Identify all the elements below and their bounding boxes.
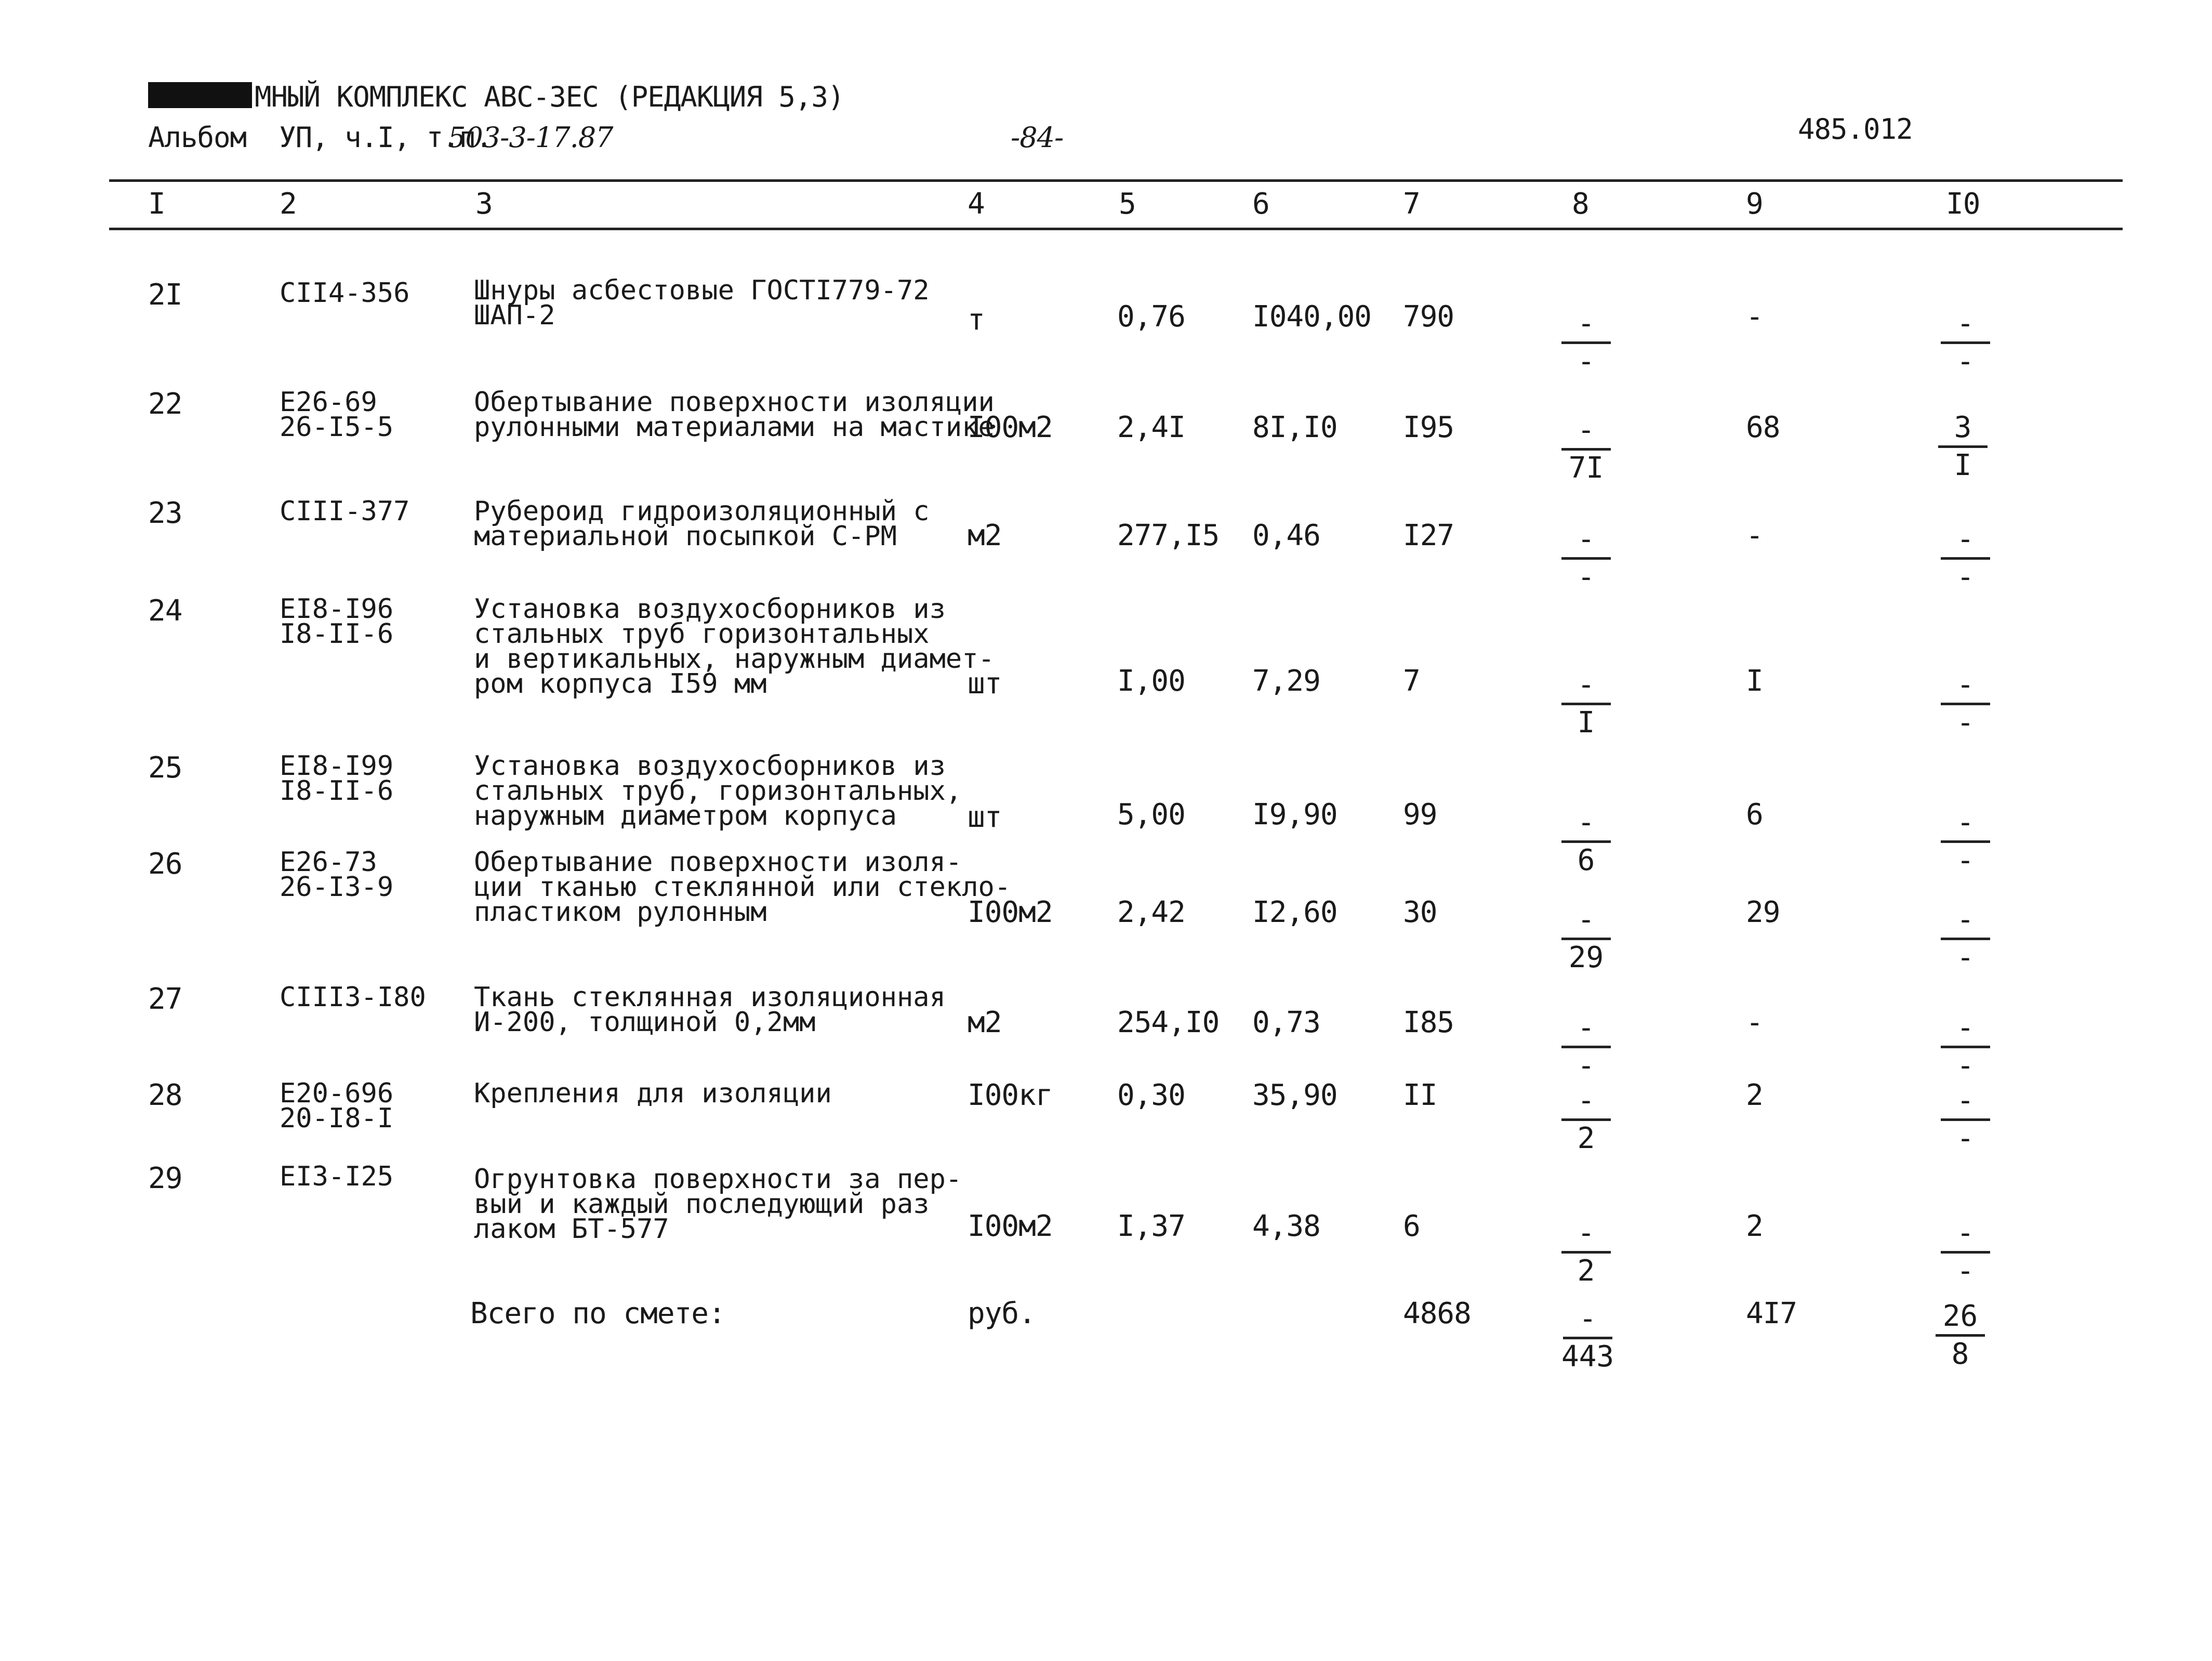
row-col10-fraction — [1941, 905, 1990, 972]
total-col10-fraction — [1936, 1299, 1985, 1371]
row-col8-fraction — [1561, 905, 1611, 972]
description-line: Рубероид гидроизоляционный с — [474, 496, 930, 527]
row-price: I2,60 — [1252, 895, 1337, 929]
fraction-bar — [1941, 341, 1990, 344]
column-header-10: I0 — [1946, 187, 1980, 221]
fraction-bar — [1941, 1118, 1990, 1121]
row-total: 6 — [1403, 1209, 1420, 1243]
description-line: ром корпуса I59 мм — [474, 668, 767, 700]
fraction-denominator: 2 — [1577, 1254, 1595, 1288]
fraction-numerator: - — [1956, 307, 1975, 340]
fraction-bar — [1561, 557, 1611, 560]
fraction-denominator: - — [1956, 560, 1975, 594]
column-header-7: 7 — [1403, 187, 1420, 221]
fraction-denominator: - — [1956, 1049, 1975, 1083]
column-header-4: 4 — [968, 187, 985, 221]
row-code — [280, 1078, 394, 1134]
column-header-5: 5 — [1119, 187, 1136, 221]
fraction-numerator: - — [1577, 1216, 1595, 1250]
fraction-bar — [1938, 445, 1988, 448]
fraction-numerator: - — [1956, 806, 1975, 839]
row-col9: 29 — [1746, 895, 1780, 929]
code-line: ЕI8-I96 — [280, 594, 394, 625]
fraction-denominator: 6 — [1577, 843, 1595, 877]
row-col10-fraction — [1941, 1086, 1990, 1153]
code-line: ЕI3-I25 — [280, 1161, 394, 1192]
row-price: 35,90 — [1252, 1078, 1337, 1112]
description-line: Ткань стеклянная изоляционная — [474, 982, 946, 1013]
description-line: вый и каждый последующий раз — [474, 1189, 930, 1220]
description-line: рулонными материалами на мастике — [474, 412, 995, 443]
row-code — [280, 847, 394, 903]
total-col8-fraction — [1561, 1304, 1614, 1372]
row-description — [474, 982, 946, 1038]
row-code — [280, 594, 394, 650]
description-line: лаком БТ-577 — [474, 1214, 669, 1245]
row-code — [280, 1161, 394, 1192]
row-quantity: 2,42 — [1117, 895, 1185, 929]
album-handwritten-number: 503-3-17.87 — [448, 121, 613, 154]
fraction-bar — [1561, 448, 1611, 451]
fraction-denominator: - — [1956, 1254, 1975, 1288]
row-col10-fraction — [1941, 668, 1990, 740]
description-line: стальных труб горизонтальных — [474, 618, 930, 650]
description-line: наружным диаметром корпуса — [474, 800, 897, 832]
row-total: 790 — [1403, 300, 1454, 334]
fraction-denominator: - — [1956, 941, 1975, 974]
fraction-denominator: - — [1956, 1122, 1975, 1155]
fraction-denominator: 2 — [1577, 1122, 1595, 1155]
row-col9: - — [1746, 1006, 1763, 1039]
fraction-bar — [1941, 1251, 1990, 1254]
row-col9: 2 — [1746, 1078, 1763, 1112]
row-description — [474, 387, 995, 443]
row-unit: I00м2 — [968, 411, 1053, 444]
fraction-bar — [1561, 1118, 1611, 1121]
row-number: 24 — [148, 594, 182, 628]
row-description — [474, 750, 962, 832]
row-description — [474, 594, 995, 700]
row-code — [280, 982, 426, 1013]
row-description — [474, 1078, 832, 1109]
row-description — [474, 275, 930, 331]
row-number: 27 — [148, 982, 182, 1016]
fraction-denominator: - — [1577, 1049, 1595, 1083]
total-col9: 4I7 — [1746, 1297, 1797, 1330]
fraction-numerator: - — [1577, 903, 1595, 937]
row-number: 2I — [148, 278, 182, 312]
fraction-numerator: - — [1956, 668, 1975, 702]
fraction-bar — [1561, 1251, 1611, 1254]
code-line: Е26-69 — [280, 387, 377, 418]
row-code — [280, 496, 410, 527]
fraction-bar — [1561, 938, 1611, 940]
fraction-bar — [1561, 1046, 1611, 1048]
fraction-numerator: - — [1577, 668, 1595, 702]
fraction-bar — [1561, 703, 1611, 705]
fraction-numerator: - — [1956, 1084, 1975, 1117]
page-number: -84- — [1011, 121, 1064, 154]
code-line: СIII-377 — [280, 496, 410, 527]
code-line: 26-I5-5 — [280, 412, 394, 443]
description-line: ции тканью стеклянной или стекло- — [474, 872, 1011, 903]
row-unit: м2 — [968, 519, 1002, 552]
fraction-numerator: - — [1956, 522, 1975, 556]
row-col8-fraction — [1561, 309, 1611, 376]
fraction-numerator: - — [1577, 307, 1595, 340]
row-total: I95 — [1403, 411, 1454, 444]
fraction-numerator: - — [1577, 806, 1595, 839]
row-total: 30 — [1403, 895, 1437, 929]
fraction-denominator: 8 — [1951, 1337, 1969, 1371]
description-line: Обертывание поверхности изоля- — [474, 847, 962, 878]
description-line: И-200, толщиной 0,2мм — [474, 1007, 816, 1038]
fraction-denominator: - — [1956, 345, 1975, 378]
fraction-bar — [1941, 840, 1990, 843]
description-line: Установка воздухосборников из — [474, 594, 946, 625]
total-label: Всего по смете: — [470, 1297, 725, 1330]
description-line: стальных труб, горизонтальных, — [474, 775, 962, 807]
row-price: 4,38 — [1252, 1209, 1320, 1243]
row-quantity: 0,76 — [1117, 300, 1185, 334]
fraction-bar — [1563, 1337, 1612, 1339]
fraction-numerator: - — [1577, 1084, 1595, 1117]
description-line: материальной посыпкой С-РМ — [474, 521, 897, 552]
row-price: 0,46 — [1252, 519, 1320, 552]
row-price: 0,73 — [1252, 1006, 1320, 1039]
row-col10-fraction — [1941, 808, 1990, 875]
row-col9: 68 — [1746, 411, 1780, 444]
fraction-bar — [1941, 703, 1990, 705]
row-description — [474, 847, 1011, 928]
program-title: МНЫЙ КОМПЛЕКС АВС-ЗЕС (РЕДАКЦИЯ 5,3) — [255, 81, 844, 113]
row-total: I85 — [1403, 1006, 1454, 1039]
code-line: СII4-356 — [280, 278, 410, 309]
fraction-bar — [1941, 1046, 1990, 1048]
row-col9: - — [1746, 300, 1763, 334]
row-code — [280, 278, 410, 309]
row-quantity: I,00 — [1117, 664, 1185, 698]
column-header-2: 2 — [280, 187, 297, 221]
code-line: 20-I8-I — [280, 1103, 394, 1134]
code-line: ЕI8-I99 — [280, 750, 394, 782]
total-sum: 4868 — [1403, 1297, 1471, 1330]
row-description — [474, 496, 930, 552]
header-rule-bottom — [109, 228, 2123, 230]
row-unit: м2 — [968, 1006, 1002, 1039]
description-line: Шнуры асбестовые ГОСТI779-72 — [474, 275, 930, 306]
row-code — [280, 387, 394, 443]
row-col8-fraction — [1561, 1216, 1611, 1288]
fraction-denominator: - — [1577, 560, 1595, 594]
fraction-denominator: - — [1577, 345, 1595, 378]
row-total: 99 — [1403, 798, 1437, 832]
redacted-block — [148, 82, 252, 108]
fraction-numerator: 3 — [1954, 411, 1972, 444]
row-col8-fraction — [1561, 413, 1611, 485]
row-number: 22 — [148, 387, 182, 421]
row-col8-fraction — [1561, 808, 1611, 875]
fraction-denominator: 443 — [1561, 1340, 1614, 1374]
row-col8-fraction — [1561, 1086, 1611, 1153]
description-line: Огрунтовка поверхности за пер- — [474, 1164, 962, 1195]
row-number: 29 — [148, 1162, 182, 1195]
row-col8-fraction — [1561, 1011, 1611, 1083]
column-header-9: 9 — [1746, 187, 1763, 221]
document-number: 485.012 — [1798, 113, 1913, 146]
fraction-bar — [1561, 840, 1611, 843]
column-header-1: I — [148, 187, 165, 221]
fraction-denominator: - — [1956, 843, 1975, 877]
row-number: 23 — [148, 496, 182, 530]
row-col9: 6 — [1746, 798, 1763, 832]
code-line: I8-II-6 — [280, 618, 394, 650]
fraction-numerator: - — [1579, 1302, 1597, 1336]
row-quantity: 254,I0 — [1117, 1006, 1220, 1039]
header-rule-top — [109, 179, 2123, 182]
fraction-numerator: 26 — [1942, 1299, 1978, 1333]
column-header-3: 3 — [475, 187, 493, 221]
fraction-numerator: - — [1577, 1011, 1595, 1045]
code-line: Е26-73 — [280, 847, 377, 878]
description-line: ШАП-2 — [474, 300, 555, 331]
fraction-numerator: - — [1956, 903, 1975, 937]
row-col9: I — [1746, 664, 1763, 698]
row-col9: - — [1746, 519, 1763, 552]
row-col8-fraction — [1561, 522, 1611, 594]
row-code — [280, 750, 394, 807]
row-col8-fraction — [1561, 668, 1611, 740]
code-line: СIII3-I80 — [280, 982, 426, 1013]
description-line: Крепления для изоляции — [474, 1078, 832, 1109]
total-unit: руб. — [968, 1297, 1036, 1330]
fraction-numerator: - — [1577, 413, 1595, 447]
row-total: I27 — [1403, 519, 1454, 552]
row-col9: 2 — [1746, 1209, 1763, 1243]
fraction-numerator: - — [1956, 1216, 1975, 1250]
fraction-bar — [1561, 341, 1611, 344]
row-unit: т — [968, 303, 985, 337]
row-price: I040,00 — [1252, 300, 1372, 334]
row-quantity: I,37 — [1117, 1209, 1185, 1243]
row-col10-fraction — [1941, 1011, 1990, 1083]
row-price: 7,29 — [1252, 664, 1320, 698]
row-col10-fraction — [1941, 522, 1990, 594]
code-line: Е20-696 — [280, 1078, 394, 1109]
row-quantity: 277,I5 — [1117, 519, 1220, 552]
column-header-8: 8 — [1572, 187, 1589, 221]
row-number: 25 — [148, 751, 182, 785]
fraction-denominator: I — [1577, 706, 1595, 740]
row-total: II — [1403, 1078, 1437, 1112]
row-quantity: 0,30 — [1117, 1078, 1185, 1112]
fraction-denominator: - — [1956, 706, 1975, 740]
row-quantity: 5,00 — [1117, 798, 1185, 832]
row-unit: I00м2 — [968, 1209, 1053, 1243]
row-unit: I00м2 — [968, 895, 1053, 929]
fraction-bar — [1941, 938, 1990, 940]
row-total: 7 — [1403, 664, 1420, 698]
album-reference: Альбом УП, ч.I, т.п. — [148, 121, 492, 154]
fraction-numerator: - — [1956, 1011, 1975, 1045]
fraction-denominator: 7I — [1568, 451, 1604, 485]
code-line: 26-I3-9 — [280, 872, 394, 903]
row-col10-fraction — [1941, 309, 1990, 376]
row-number: 26 — [148, 847, 182, 881]
row-unit: I00кг — [968, 1078, 1053, 1112]
fraction-bar — [1936, 1334, 1985, 1337]
fraction-denominator: 29 — [1568, 941, 1604, 974]
row-unit: шт — [968, 667, 1002, 701]
row-description — [474, 1164, 962, 1245]
row-price: I9,90 — [1252, 798, 1337, 832]
row-col10-fraction — [1938, 413, 1988, 480]
description-line: и вертикальных, наружным диамет- — [474, 643, 995, 675]
row-number: 28 — [148, 1078, 182, 1112]
row-quantity: 2,4I — [1117, 411, 1185, 444]
description-line: пластиком рулонным — [474, 897, 767, 928]
row-price: 8I,I0 — [1252, 411, 1337, 444]
fraction-denominator: I — [1954, 449, 1972, 482]
fraction-bar — [1941, 557, 1990, 560]
description-line: Обертывание поверхности изоляции — [474, 387, 995, 418]
column-header-6: 6 — [1252, 187, 1269, 221]
fraction-numerator: - — [1577, 522, 1595, 556]
description-line: Установка воздухосборников из — [474, 750, 946, 782]
row-unit: шт — [968, 800, 1002, 834]
code-line: I8-II-6 — [280, 775, 394, 807]
row-col10-fraction — [1941, 1216, 1990, 1288]
